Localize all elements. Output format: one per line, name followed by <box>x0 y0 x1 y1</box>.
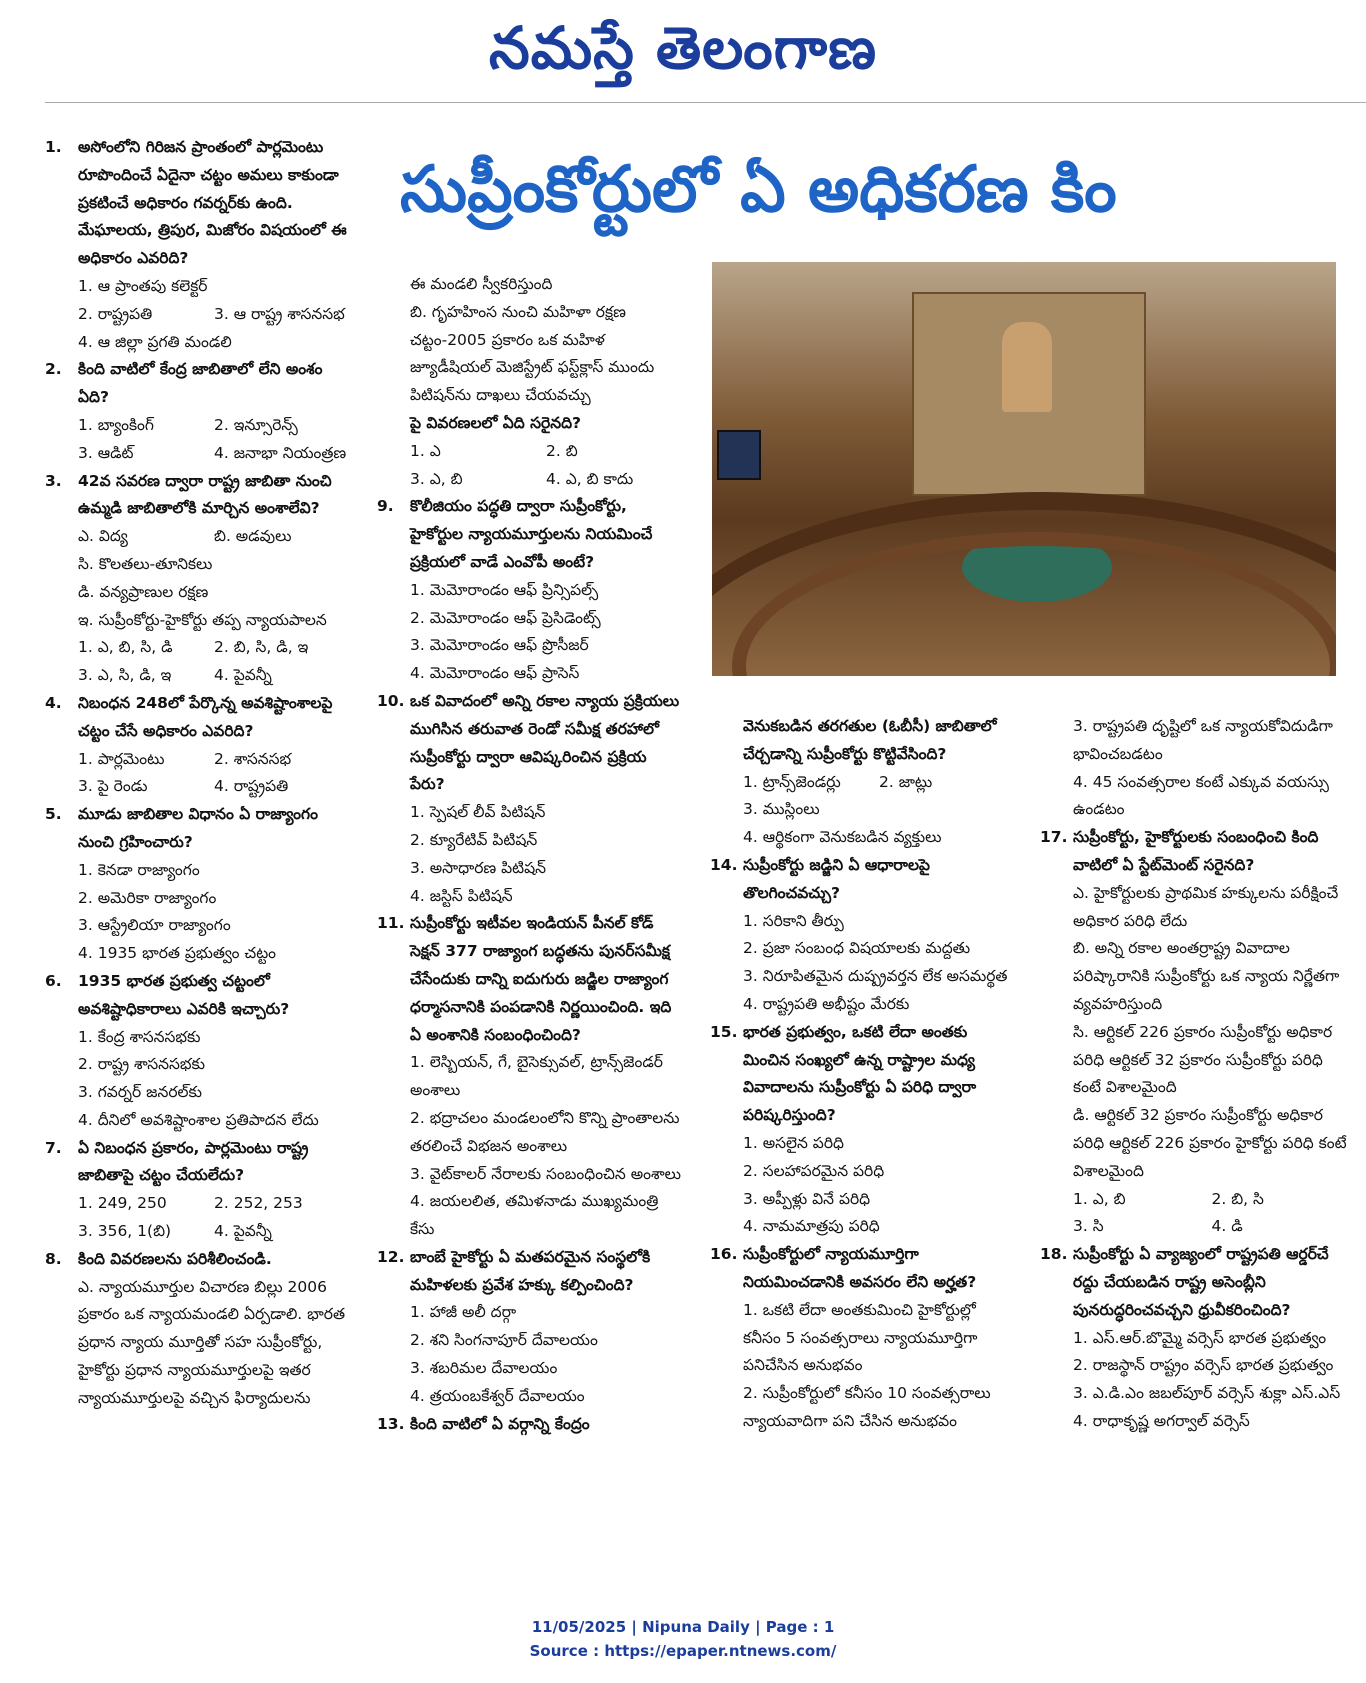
option: 2. అమెరికా రాజ్యాంగం <box>78 888 217 907</box>
column-4 <box>1040 713 1350 1436</box>
question-8-ask: పై వివరణలలో ఏది సరైనది? <box>410 413 582 432</box>
option-pair: 1. ట్రాన్స్‌జెండర్లు 2. జాట్లు <box>743 772 933 791</box>
option: 3. శబరిమల దేవాలయం <box>410 1359 558 1378</box>
option: 1. కేంద్ర శాసనసభకు <box>78 1027 201 1046</box>
option: 4. నామమాత్రపు పరిధి <box>743 1217 880 1236</box>
statement: ఈ మండలి స్వీకరిస్తుంది <box>410 275 553 293</box>
option-pair: 3. ఎ, సి, డి, ఇ 4. పైవన్నీ <box>78 666 272 685</box>
option: 4. ఆ జిల్లా ప్రగతి మండలి <box>78 332 232 351</box>
option: 3. అసాధారణ పిటిషన్ <box>410 858 547 877</box>
option-pair: 3. ఆడిట్ 4. జనాభా నియంత్రణ <box>78 443 347 462</box>
assembly-hall-photo <box>712 262 1336 676</box>
question-5: 5. మూడు జాబితాల విధానం ఏ రాజ్యాంగం నుంచి గ్రహించారు? <box>45 805 318 851</box>
statement: సి. కొలతలు-తూనికలు <box>78 554 213 573</box>
article-headline: సుప్రీంకోర్టులో ఏ అధికరణ కిం <box>400 153 1117 227</box>
option: 3. రాష్ట్రపతి దృష్టిలో ఒక న్యాయకోవిదుడిగా భావించబడటం <box>1073 717 1333 763</box>
masthead-divider <box>45 102 1366 103</box>
column-1 <box>45 134 350 1413</box>
option: 2. మెమోరాండం ఆఫ్ ప్రెసిడెంట్స్ <box>410 608 601 627</box>
option: 1. లెస్బియన్, గే, బైసెక్సువల్, ట్రాన్స్‌జెండర్ అంశాలు <box>410 1053 663 1100</box>
option-pair: 3. సి 4. డి <box>1073 1217 1243 1236</box>
option: 4. మెమోరాండం ఆఫ్ ప్రాసెస్ <box>410 664 580 683</box>
question-15: 15. భారత ప్రభుత్వం, ఒకటి లేదా అంతకు మించిన సంఖ్యలో ఉన్న రాష్ట్రాల మధ్య వివాదాలను సుప్రీంకోర్టు ఏ పరిధి ద్వారా పరిష్కరిస్తుంది? <box>710 1022 977 1125</box>
option-pair: 1. బ్యాంకింగ్ 2. ఇన్సూరెన్స్ <box>78 415 298 434</box>
statement: ఇ. సుప్రీంకోర్టు-హైకోర్టు తప్ప న్యాయపాలన <box>78 610 327 629</box>
question-7: 7. ఏ నిబంధన ప్రకారం, పార్లమెంటు రాష్ట్ర జాబితాపై చట్టం చేయలేదు? <box>45 1138 309 1185</box>
option-pair: 3. పై రెండు 4. రాష్ట్రపతి <box>78 777 289 796</box>
question-8: 8. కింది వివరణలను పరిశీలించండి. <box>45 1249 272 1268</box>
question-11: 11. సుప్రీంకోర్టు ఇటీవల ఇండియన్ పీనల్ కోడ్ సెక్షన్ 377 రాజ్యాంగ బద్ధతను పునర్‌సమీక్ష చేసేందుకు దాన్ని ఐదుగురు జడ్జిల రాజ్యాంగ ధర్మాసనానికి పంపడానికి నిర్ణయించింది. ఇది ఏ అంశానికి సంబంధించింది? <box>377 914 672 1044</box>
option: 2. శని సింగనాపూర్ దేవాలయం <box>410 1331 598 1350</box>
statement: బి. గృహహింస నుంచి మహిళా రక్షణ చట్టం-2005 ప్రకారం ఒక మహిళ జ్యూడీషియల్ మెజిస్ట్రేట్ ఫస్ట్‌క్లాస్ ముందు పిటిషన్‌ను దాఖలు చేయవచ్చు <box>410 302 655 405</box>
option: 2. రాష్ట్ర శాసనసభకు <box>78 1055 205 1074</box>
option: 1. మెమోరాండం ఆఫ్ ప్రిన్సిపల్స్ <box>410 580 599 599</box>
option: 1. కెనడా రాజ్యాంగం <box>78 860 200 879</box>
footer-date-line: 11/05/2025 | Nipuna Daily | Page : 1 <box>531 1618 835 1636</box>
column-2 <box>377 271 682 1438</box>
question-10: 10. ఒక వివాదంలో అన్ని రకాల న్యాయ ప్రక్రియలు ముగిసిన తరువాత రెండో సమీక్ష తరహాలో సుప్రీంకోర్టు ద్వారా ఆవిష్కరించిన ప్రక్రియ పేరు? <box>377 691 680 794</box>
option: 1. స్పెషల్ లీవ్ పిటిషన్ <box>410 803 546 822</box>
question-2: 2. కింది వాటిలో కేంద్ర జాబితాలో లేని అంశం ఏది? <box>45 360 323 407</box>
option: 4. రాధాకృష్ణ అగర్వాల్ వర్సెస్ <box>1073 1411 1250 1430</box>
question-12: 12. బాంబే హైకోర్టు ఏ మతపరమైన సంస్థలోకి మహిళలకు ప్రవేశ హక్కు కల్పించింది? <box>377 1247 651 1294</box>
question-13: 13. కింది వాటిలో ఏ వర్గాన్ని కేంద్రం <box>377 1414 590 1433</box>
statement: డి. వన్యప్రాణుల రక్షణ <box>78 582 209 601</box>
footer-source-line: Source : https://epaper.ntnews.com/ <box>529 1642 837 1660</box>
option: 1. ఒకటి లేదా అంతకుమించి హైకోర్టుల్లో కనీసం 5 సంవత్సరాలు న్యాయమూర్తిగా పనిచేసిన అనుభవం <box>743 1300 978 1375</box>
statement-pair: ఎ. విద్య బి. అడవులు <box>78 527 292 546</box>
option: 4. రాష్ట్రపతి అభీష్టం మేరకు <box>743 994 910 1013</box>
option-pair: 1. పార్లమెంటు 2. శాసనసభ <box>78 749 292 768</box>
option: 2. రాజస్థాన్ రాష్ట్రం వర్సెస్ భారత ప్రభుత్వం <box>1073 1356 1334 1375</box>
option-pair: 1. 249, 250 2. 252, 253 <box>78 1194 303 1213</box>
option: 3. ఎ.డి.ఎం జబల్‌పూర్ వర్సెస్ శుక్లా ఎస్.ఎస్ <box>1073 1384 1341 1403</box>
option: 4. జయలలిత, తమిళనాడు ముఖ్యమంత్రి కేసు <box>410 1192 659 1239</box>
option: 4. 1935 భారత ప్రభుత్వం చట్టం <box>78 944 277 963</box>
masthead-logo: నమస్తే తెలంగాణ <box>489 14 877 82</box>
option: 4. దీనిలో అవశిష్టాంశాల ప్రతిపాదన లేదు <box>78 1110 319 1129</box>
option: 2. భద్రాచలం మండలంలోని కొన్ని ప్రాంతాలను తరలించే విభజన అంశాలు <box>410 1108 680 1155</box>
question-6: 6. 1935 భారత ప్రభుత్వ చట్టంలో అవశిష్టాధికారాలు ఎవరికి ఇచ్చారు? <box>45 971 290 1018</box>
option: 3. అప్పీళ్లు వినే పరిధి <box>743 1189 871 1208</box>
tv-screen <box>717 430 761 480</box>
statement: ఎ. న్యాయమూర్తుల విచారణ బిల్లు 2006 ప్రకారం ఒక న్యాయమండలి ఏర్పడాలి. భారత ప్రధాన న్యాయ మూర్తితో సహ సుప్రీంకోర్టు, హైకోర్టు ప్రధాన న్యాయమూర్తులపై ఇతర న్యాయమూర్తులపై వచ్చిన ఫిర్యాదులను <box>78 1277 346 1407</box>
statement: ఎ. హైకోర్టులకు ప్రాథమిక హక్కులను పరీక్షించే అధికార పరిధి లేదు <box>1073 883 1339 930</box>
question-3: 3. 42వ సవరణ ద్వారా రాష్ట్ర జాబితా నుంచి ఉమ్మడి జాబితాలోకి మార్చిన అంశాలేవి? <box>45 471 332 518</box>
option: 1. ఆ ప్రాంతపు కలెక్టర్ <box>78 276 208 295</box>
statement: బి. అన్ని రకాల అంతర్రాష్ట్ర వివాదాల పరిష్కారానికి సుప్రీంకోర్టు ఒక న్యాయ నిర్ణేతగా వ్యవహరిస్తుంది <box>1073 939 1340 1013</box>
option: 2. ప్రజా సంబంధ విషయాలకు మద్దతు <box>743 939 971 958</box>
option: 1. ఎస్.ఆర్.బొమ్మై వర్సెస్ భారత ప్రభుత్వం <box>1073 1328 1327 1347</box>
question-16: 16. సుప్రీంకోర్టులో న్యాయమూర్తిగా నియమించడానికి అవసరం లేని అర్హత? <box>710 1245 977 1291</box>
option-pair: 1. ఎ, బి 2. బి, సి <box>1073 1189 1264 1208</box>
question-4: 4. నిబంధన 248లో పేర్కొన్న అవశిష్టాంశాలపై చట్టం చేసే అధికారం ఎవరిది? <box>45 693 333 740</box>
option: 2. సలహాపరమైన పరిధి <box>743 1161 885 1180</box>
option: 1. సరికాని తీర్పు <box>743 911 844 930</box>
question-9: 9. కొలీజియం పద్ధతి ద్వారా సుప్రీంకోర్టు, హైకోర్టుల న్యాయమూర్తులను నియమించే ప్రక్రియలో వాడే ఎంవోపీ అంటే? <box>377 497 653 571</box>
option: 1. హాజీ అలీ దర్గా <box>410 1303 517 1322</box>
question-13-continued: వెనుకబడిన తరగతుల (ఓబీసీ) జాబితాలో చేర్చడాన్ని సుప్రీంకోర్టు కొట్టివేసింది? <box>743 717 997 763</box>
option: 4. 45 సంవత్సరాల కంటే ఎక్కువ వయస్సు ఉండటం <box>1073 772 1329 819</box>
option: 4. జస్టిస్ పిటిషన్ <box>410 886 513 905</box>
option: 2. క్యూరేటివ్ పిటిషన్ <box>410 830 538 849</box>
option: 3. ఆస్ట్రేలియా రాజ్యాంగం <box>78 916 231 935</box>
option: 2. సుప్రీంకోర్టులో కనీసం 10 సంవత్సరాలు న్యాయవాదిగా పని చేసిన అనుభవం <box>743 1384 991 1430</box>
option-pair: 3. ఎ, బి 4. ఎ, బి కాదు <box>410 469 634 488</box>
option-pair: 1. ఎ, బి, సి, డి 2. బి, సి, డి, ఇ <box>78 638 309 657</box>
option-pair: 1. ఎ 2. బి <box>410 441 578 460</box>
option: 3. ముస్లింలు <box>743 800 820 819</box>
statement: సి. ఆర్టికల్ 226 ప్రకారం సుప్రీంకోర్టు అధికార పరిధి ఆర్టికల్ 32 ప్రకారం సుప్రీంకోర్టు పరిధి కంటే విశాలమైంది <box>1073 1022 1333 1097</box>
option: 1. అసలైన పరిధి <box>743 1133 844 1152</box>
option: 4. త్రయంబకేశ్వర్ దేవాలయం <box>410 1386 585 1405</box>
option-pair: 3. 356, 1(బి) 4. పైవన్నీ <box>78 1222 272 1241</box>
option: 3. మెమోరాండం ఆఫ్ ప్రొసీజర్ <box>410 636 589 655</box>
question-1: 1. అసోంలోని గిరిజన ప్రాంతంలో పార్లమెంటు రూపొందించే ఏదైనా చట్టం అమలు కాకుండా ప్రకటించే అధికారం గవర్నర్‌కు ఉంది. మేఘాలయ, త్రిపుర, మిజోరం విషయంలో ఈ అధికారం ఎవరిది? <box>45 138 347 268</box>
option: 4. ఆర్థికంగా వెనుకబడిన వ్యక్తులు <box>743 828 942 847</box>
option: 3. నిరూపితమైన దుష్ప్రవర్తన లేక అసమర్థత <box>743 967 1008 986</box>
statement: డి. ఆర్టికల్ 32 ప్రకారం సుప్రీంకోర్టు అధికార పరిధి ఆర్టికల్ 226 ప్రకారం హైకోర్టు పరిధి కంటే విశాలమైంది <box>1073 1106 1347 1180</box>
question-17: 17. సుప్రీంకోర్టు, హైకోర్టులకు సంబంధించి కింది వాటిలో ఏ స్టేట్‌మెంట్ సరైనది? <box>1040 828 1319 874</box>
option: 3. గవర్నర్ జనరల్‌కు <box>78 1083 202 1102</box>
speaker-chair <box>1002 322 1052 412</box>
option-pair: 2. రాష్ట్రపతి 3. ఆ రాష్ట్ర శాసనసభ <box>78 304 345 323</box>
column-3 <box>710 713 1015 1436</box>
question-18: 18. సుప్రీంకోర్టు ఏ వ్యాజ్యంలో రాష్ట్రపతి ఆర్డర్‌చే రద్దు చేయబడిన రాష్ట్ర అసెంబ్లీని పునరుద్ధరించవచ్చని ధ్రువీకరించింది? <box>1040 1245 1329 1319</box>
option: 3. వైట్‌కాలర్ నేరాలకు సంబంధించిన అంశాలు <box>410 1164 682 1183</box>
question-14: 14. సుప్రీంకోర్టు జడ్జిని ఏ ఆధారాలపై తొలగించవచ్చు? <box>710 855 930 902</box>
